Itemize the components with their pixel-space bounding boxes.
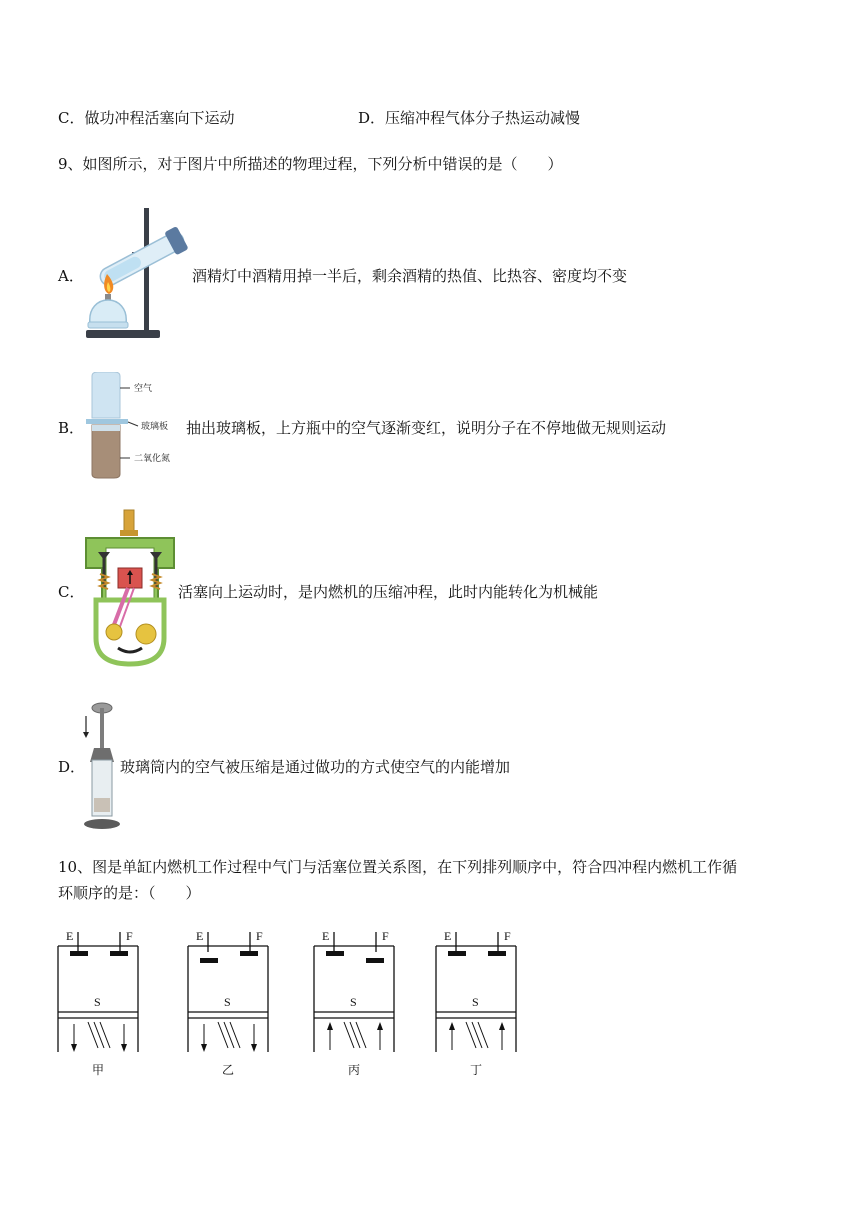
valve-e-head xyxy=(448,951,466,956)
valve-f-head xyxy=(366,958,384,963)
connecting-rod-line xyxy=(100,1022,110,1048)
label-no2: 二氧化氮 xyxy=(134,454,171,464)
diagram-caption: 乙 xyxy=(222,1063,235,1077)
q10-diagrams xyxy=(54,922,534,1086)
connecting-rod-line xyxy=(224,1022,234,1048)
valve-e-head xyxy=(200,958,218,963)
connecting-rod-line xyxy=(88,1022,98,1048)
diffusion-jars-figure xyxy=(84,372,184,484)
valve-e-label: E xyxy=(322,929,330,943)
motion-arrow-head xyxy=(327,1022,333,1030)
connecting-rod-line xyxy=(218,1022,228,1048)
connecting-rod-line xyxy=(350,1022,360,1048)
connecting-rod-line xyxy=(472,1022,482,1048)
valve-e-label: E xyxy=(444,929,452,943)
motion-arrow-head xyxy=(499,1022,505,1030)
valve-f-label: F xyxy=(256,929,263,943)
connecting-rod-line xyxy=(344,1022,354,1048)
diagram-caption: 甲 xyxy=(92,1063,105,1077)
q9-option-a-text: 酒精灯中酒精用掉一半后，剩余酒精的热值、比热容、密度均不变 xyxy=(192,267,628,285)
q9-option-b-text: 抽出玻璃板，上方瓶中的空气逐渐变红，说明分子在不停地做无规则运动 xyxy=(186,419,667,437)
q9-option-a-letter: A． xyxy=(58,267,84,285)
valve-f-head xyxy=(110,951,128,956)
connecting-rod-line xyxy=(478,1022,488,1048)
q9-option-b-letter: B． xyxy=(58,419,85,437)
valve-f-label: F xyxy=(382,929,389,943)
motion-arrow-head xyxy=(449,1022,455,1030)
q9-option-c-letter: C． xyxy=(58,583,85,601)
valve-e-label: E xyxy=(66,929,74,943)
q9-option-d-text: 玻璃筒内的空气被压缩是通过做功的方式使空气的内能增加 xyxy=(120,758,511,776)
valve-f-head xyxy=(488,951,506,956)
connecting-rod-line xyxy=(466,1022,476,1048)
connecting-rod-line xyxy=(94,1022,104,1048)
motion-arrow-head xyxy=(201,1044,207,1052)
valve-f-head xyxy=(240,951,258,956)
prev-option-d: D．压缩冲程气体分子热运动减慢 xyxy=(358,109,581,127)
motion-arrow-head xyxy=(71,1044,77,1052)
piston-label: S xyxy=(472,995,479,1009)
motion-arrow-head xyxy=(251,1044,257,1052)
prev-option-c: C．做功冲程活塞向下运动 xyxy=(58,109,235,127)
q10-stem-line2: 环顺序的是：（ ） xyxy=(58,884,201,902)
label-air: 空气 xyxy=(134,384,153,394)
diagram-caption: 丁 xyxy=(470,1063,483,1077)
cylinder-diagram-set xyxy=(54,922,534,1082)
piston-label: S xyxy=(224,995,231,1009)
motion-arrow-head xyxy=(377,1022,383,1030)
q9-stem: 9、如图所示，对于图片中所描述的物理过程，下列分析中错误的是（ ） xyxy=(58,155,563,173)
valve-e-label: E xyxy=(196,929,204,943)
valve-f-label: F xyxy=(126,929,133,943)
valve-f-label: F xyxy=(504,929,511,943)
piston-label: S xyxy=(350,995,357,1009)
q9-option-c-text: 活塞向上运动时，是内燃机的压缩冲程，此时内能转化为机械能 xyxy=(178,583,599,601)
compression-tube-figure xyxy=(80,700,120,836)
q9-option-d-letter: D． xyxy=(58,758,86,776)
diagram-caption: 丙 xyxy=(348,1063,361,1077)
q10-stem-line1: 10、图是单缸内燃机工作过程中气门与活塞位置关系图，在下列排列顺序中，符合四冲程内燃机工作循 xyxy=(58,858,738,876)
motion-arrow-head xyxy=(121,1044,127,1052)
piston-label: S xyxy=(94,995,101,1009)
valve-e-head xyxy=(70,951,88,956)
alcohol-lamp-figure xyxy=(82,204,192,344)
connecting-rod-line xyxy=(356,1022,366,1048)
label-glass-plate: 玻璃板 xyxy=(141,422,169,432)
connecting-rod-line xyxy=(230,1022,240,1048)
valve-e-head xyxy=(326,951,344,956)
engine-figure xyxy=(82,508,178,672)
